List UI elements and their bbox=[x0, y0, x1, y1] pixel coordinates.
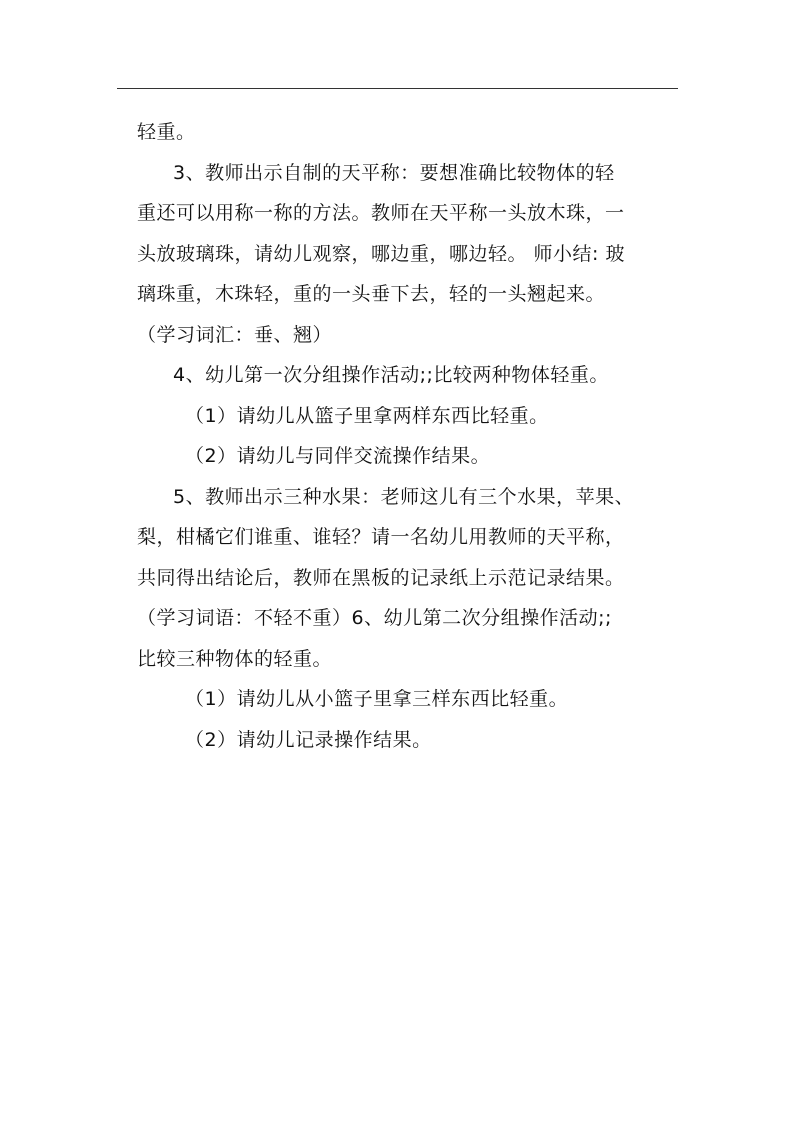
paragraph-line: 比较三种物体的轻重。 bbox=[137, 647, 333, 670]
paragraph-line: 3、教师出示自制的天平称：要想准确比较物体的轻 bbox=[173, 161, 615, 184]
list-item: （2）请幼儿记录操作结果。 bbox=[185, 728, 432, 751]
paragraph-line: 轻重。 bbox=[137, 121, 196, 143]
paragraph-line: 梨，柑橘它们谁重、谁轻？请一名幼儿用教师的天平称， bbox=[137, 526, 625, 548]
list-item: （1）请幼儿从小篮子里拿三样东西比轻重。 bbox=[185, 688, 569, 710]
document-body bbox=[137, 112, 682, 760]
paragraph-line: 重还可以用称一称的方法。教师在天平称一头放木珠，一 bbox=[137, 202, 625, 224]
paragraph-line: 头放玻璃珠，请幼儿观察，哪边重，哪边轻。 师小结: 玻 bbox=[137, 242, 625, 265]
paragraph-line: （学习词汇：垂、翘） bbox=[137, 323, 333, 346]
paragraph-line: 共同得出结论后，教师在黑板的记录纸上示范记录结果。 bbox=[137, 566, 625, 589]
paragraph-line: 5、教师出示三种水果：老师这儿有三个水果，苹果、 bbox=[173, 485, 635, 508]
header-rule bbox=[117, 88, 678, 89]
paragraph-line: 4、幼儿第一次分组操作活动;;比较两种物体轻重。 bbox=[173, 364, 609, 386]
paragraph-line: （学习词语：不轻不重）6、幼儿第二次分组操作活动;; bbox=[137, 607, 612, 629]
list-item: （2）请幼儿与同伴交流操作结果。 bbox=[185, 445, 491, 467]
paragraph-line: 璃珠重，木珠轻，重的一头垂下去，轻的一头翘起来。 bbox=[137, 283, 606, 305]
list-item: （1）请幼儿从篮子里拿两样东西比轻重。 bbox=[185, 404, 549, 427]
